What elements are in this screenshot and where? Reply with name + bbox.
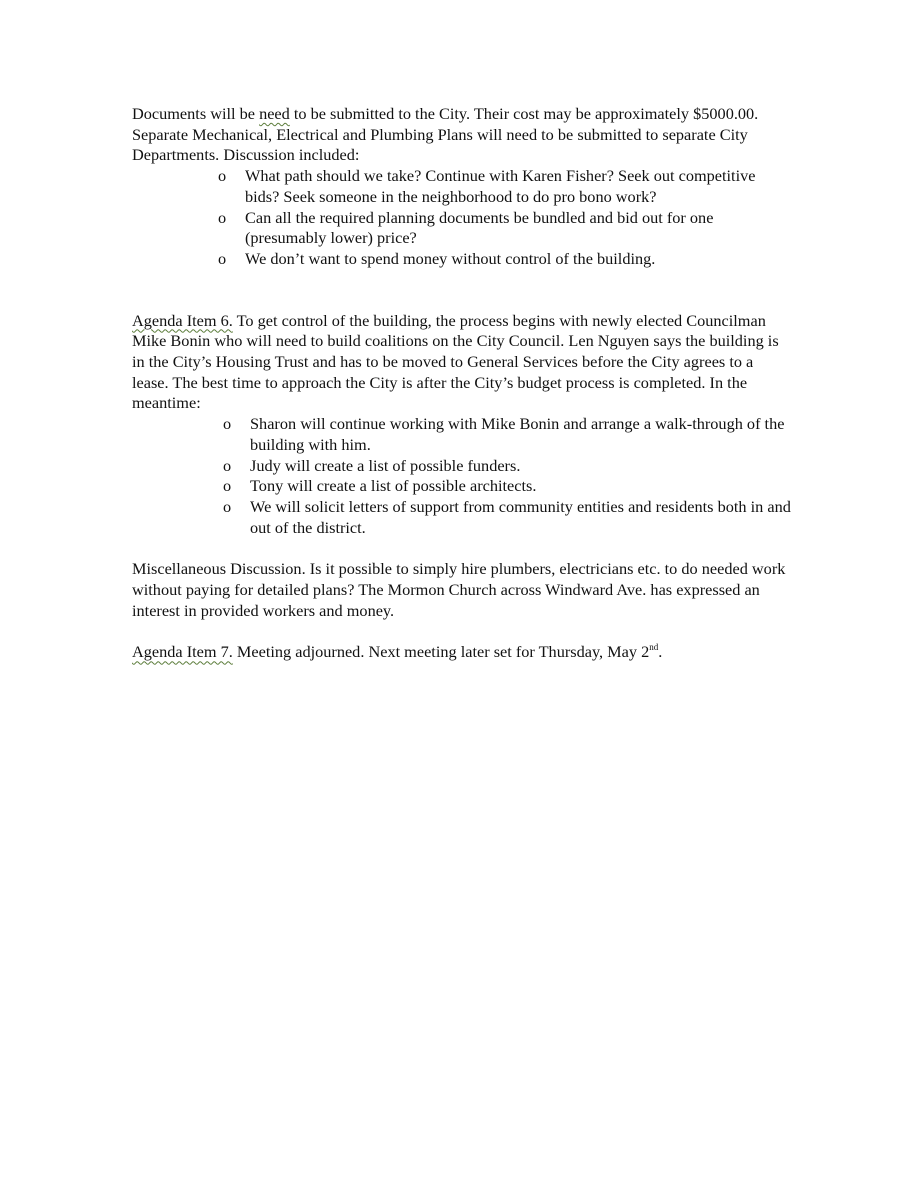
intro-text-start: Documents will be	[132, 104, 260, 123]
list-item-text: What path should we take? Continue with Karen Fisher? Seek out competitive bids? Seek someone in the neighborhood to do pro bono work?	[245, 166, 756, 206]
list-item	[223, 496, 792, 538]
list-item-text: Sharon will continue working with Mike Bonin and arrange a walk-through of the building with him.	[250, 414, 785, 454]
list-item-text: Can all the required planning documents be bundled and bid out for one (presumably lower) price?	[245, 207, 714, 248]
intro-paragraph	[132, 104, 792, 166]
ordinal-suffix: nd	[649, 642, 659, 653]
grammar-flagged-word[interactable]: need	[259, 104, 290, 123]
list-item	[223, 414, 792, 455]
bullet-marker: o	[223, 455, 232, 475]
intro-text-rest: to be submitted to the City. Their cost may be approximately $5000.00. Separate Mechanical, Electrical and Plumbing Plans will need to be submitted to separate City Departments. Discussion included:	[132, 104, 759, 165]
agenda-item-6-section	[132, 311, 792, 539]
agenda-item-7-text: Meeting adjourned. Next meeting later set for Thursday, May 2	[232, 642, 650, 662]
list-item	[218, 248, 792, 270]
bullet-marker: o	[223, 414, 232, 434]
agenda-item-7-label[interactable]: Agenda Item 7.	[132, 642, 233, 662]
list-item-text: Tony will create a list of possible architects.	[250, 476, 537, 496]
bullet-marker: o	[218, 248, 227, 268]
agenda-item-6-text: To get control of the building, the process begins with newly elected Councilman Mike Bonin who will need to build coalitions on the City Council. Len Nguyen says the building is in the City’s Housing Trust and has to be moved to General Services before the City agrees to a lease. The best time to approach the City is after the City’s budget process is completed. In the meantime:	[132, 310, 779, 413]
agenda-item-6-paragraph	[132, 311, 792, 415]
list-item-text: We will solicit letters of support from community entities and residents both in and out of the district.	[250, 496, 791, 537]
action-items-list	[132, 414, 792, 538]
sentence-end: .	[658, 642, 663, 662]
list-item	[223, 455, 792, 477]
agenda-item-7-paragraph	[132, 642, 792, 663]
bullet-marker: o	[218, 166, 227, 186]
bullet-marker: o	[223, 496, 232, 516]
document-page	[132, 104, 792, 663]
list-item	[218, 166, 792, 207]
list-item-text: Judy will create a list of possible funders.	[250, 455, 521, 475]
list-item	[218, 207, 792, 249]
list-item	[223, 476, 792, 497]
bullet-marker: o	[223, 476, 232, 496]
bullet-marker: o	[218, 207, 227, 227]
discussion-list	[132, 166, 792, 270]
list-item-text: We don’t want to spend money without control of the building.	[245, 248, 656, 268]
misc-discussion-paragraph: Miscellaneous Discussion. Is it possible to simply hire plumbers, electricians etc. to do needed work without paying for detailed plans? The Mormon Church across Windward Ave. has expressed an interest in provided workers and money.	[132, 559, 786, 620]
agenda-item-6-label[interactable]: Agenda Item 6.	[132, 310, 233, 330]
